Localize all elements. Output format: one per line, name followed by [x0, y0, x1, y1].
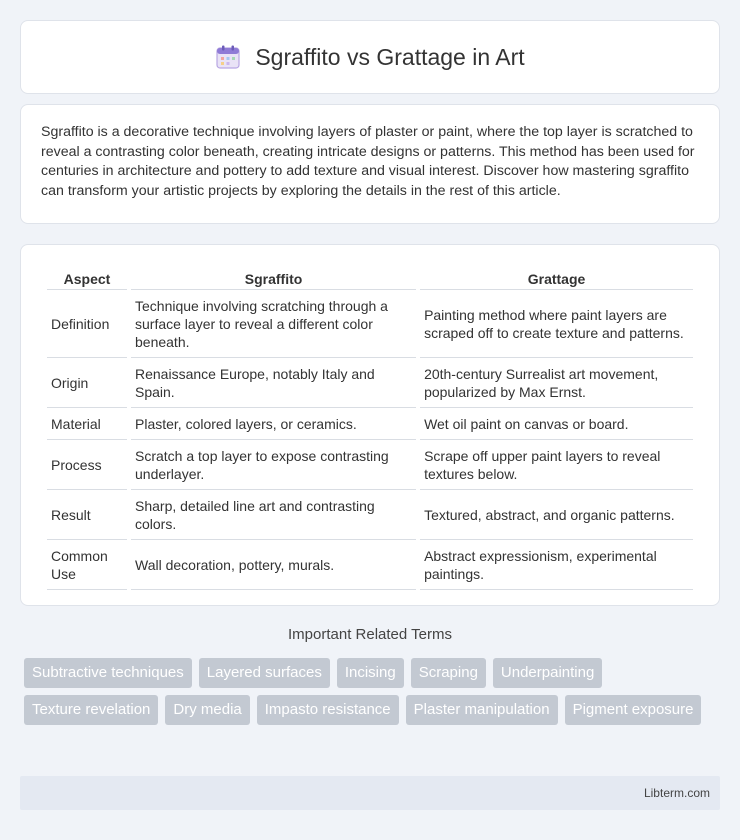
- sgraffito-cell: Technique involving scratching through a surface layer to reveal a different color beneath.: [131, 292, 416, 358]
- related-term-tag[interactable]: Incising: [337, 658, 404, 688]
- sgraffito-cell: Wall decoration, pottery, murals.: [131, 542, 416, 590]
- sgraffito-cell: Scratch a top layer to expose contrasting underlayer.: [131, 442, 416, 490]
- aspect-cell: Common Use: [47, 542, 127, 590]
- related-term-tag[interactable]: Plaster manipulation: [406, 695, 558, 725]
- table-header-row: [47, 265, 693, 290]
- footer-bar: [20, 776, 720, 810]
- table-row: [47, 442, 693, 490]
- sgraffito-cell: Plaster, colored layers, or ceramics.: [131, 410, 416, 440]
- related-term-tag[interactable]: Subtractive techniques: [24, 658, 192, 688]
- related-term-tag[interactable]: Texture revelation: [24, 695, 158, 725]
- related-terms-list: [24, 658, 724, 725]
- grattage-cell: Wet oil paint on canvas or board.: [420, 410, 693, 440]
- related-term-tag[interactable]: Impasto resistance: [257, 695, 399, 725]
- grattage-cell: Painting method where paint layers are scraped off to create texture and patterns.: [420, 292, 693, 358]
- related-term-tag[interactable]: Dry media: [165, 695, 249, 725]
- table-row: [47, 410, 693, 440]
- header-aspect: Aspect: [47, 265, 127, 290]
- sgraffito-cell: Renaissance Europe, notably Italy and Spain.: [131, 360, 416, 408]
- related-terms-heading: Important Related Terms: [288, 626, 452, 643]
- aspect-cell: Definition: [47, 292, 127, 358]
- aspect-cell: Process: [47, 442, 127, 490]
- comparison-table: [43, 263, 697, 592]
- table-row: [47, 360, 693, 408]
- page-title: Sgraffito vs Grattage in Art: [255, 43, 525, 70]
- grattage-cell: Abstract expressionism, experimental paintings.: [420, 542, 693, 590]
- table-row: [47, 492, 693, 540]
- related-term-tag[interactable]: Pigment exposure: [565, 695, 702, 725]
- sgraffito-cell: Sharp, detailed line art and contrasting colors.: [131, 492, 416, 540]
- grattage-cell: 20th-century Surrealist art movement, popularized by Max Ernst.: [420, 360, 693, 408]
- table-row: [47, 542, 693, 590]
- header-card: [20, 20, 720, 94]
- grattage-cell: Textured, abstract, and organic patterns.: [420, 492, 693, 540]
- grattage-cell: Scrape off upper paint layers to reveal textures below.: [420, 442, 693, 490]
- related-term-tag[interactable]: Scraping: [411, 658, 486, 688]
- intro-paragraph: Sgraffito is a decorative technique involving layers of plaster or paint, where the top layer is scratched to reveal a contrasting color beneath, creating intricate designs or patterns. This method has been used for centuries in architecture and pottery to add texture and visual interest. Discover how mastering sgraffito can transform your artistic projects by exploring the details in the rest of this article.: [41, 124, 695, 199]
- footer-site-link[interactable]: Libterm.com: [643, 786, 710, 800]
- related-term-tag[interactable]: Underpainting: [493, 658, 602, 688]
- header-sgraffito: Sgraffito: [131, 265, 416, 290]
- calendar-icon: [215, 44, 241, 70]
- comparison-card: [20, 244, 720, 606]
- aspect-cell: Result: [47, 492, 127, 540]
- table-row: [47, 292, 693, 358]
- aspect-cell: Origin: [47, 360, 127, 408]
- related-term-tag[interactable]: Layered surfaces: [199, 658, 330, 688]
- header-grattage: Grattage: [420, 265, 693, 290]
- intro-card: [20, 104, 720, 224]
- aspect-cell: Material: [47, 410, 127, 440]
